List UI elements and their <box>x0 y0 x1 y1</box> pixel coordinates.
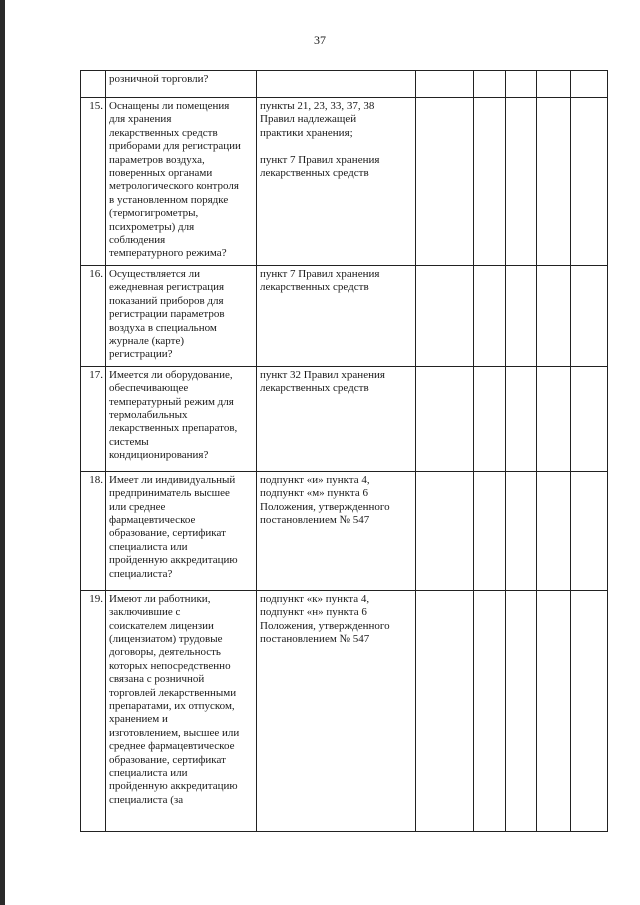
question-text: Осуществляется ли ежедневная регистрация показаний приборов для регистрации параметров воздуха в специальном журнале (карте) регистрации? <box>109 267 225 361</box>
answer-cell[interactable] <box>474 366 506 471</box>
row-number: 18. <box>81 471 106 590</box>
answer-cell[interactable] <box>537 98 571 266</box>
table-row <box>81 265 608 366</box>
answer-cell[interactable] <box>571 471 608 590</box>
answer-cell[interactable] <box>416 98 474 266</box>
reference-cell <box>257 265 416 366</box>
answer-cell[interactable] <box>537 366 571 471</box>
reference-text: подпункт «к» пункта 4, подпункт «н» пункта 6 Положения, утвержденного постановлением № 547 <box>260 592 390 645</box>
answer-cell[interactable] <box>571 71 608 98</box>
answer-cell[interactable] <box>474 71 506 98</box>
reference-cell <box>257 98 416 266</box>
answer-cell[interactable] <box>506 98 537 266</box>
reference-text: подпункт «и» пункта 4, подпункт «м» пункта 6 Положения, утвержденного постановлением № 547 <box>260 473 390 526</box>
question-cell <box>106 366 257 471</box>
answer-cell[interactable] <box>506 71 537 98</box>
reference-cell <box>257 71 416 98</box>
answer-cell[interactable] <box>416 471 474 590</box>
answer-cell[interactable] <box>506 366 537 471</box>
reference-text: пункты 21, 23, 33, 37, 38 Правил надлежащей практики хранения; пункт 7 Правил хранения лекарственных средств <box>260 100 380 180</box>
row-number: 19. <box>81 590 106 831</box>
reference-cell <box>257 590 416 831</box>
answer-cell[interactable] <box>537 471 571 590</box>
question-text: Имеется ли оборудование, обеспечивающее температурный режим для термолабильных лекарственных препаратов, системы кондиционирования? <box>109 368 238 462</box>
question-cell <box>106 590 257 831</box>
question-cell <box>106 98 257 266</box>
reference-cell <box>257 471 416 590</box>
table-row <box>81 71 608 98</box>
question-text: Имеет ли индивидуальный предприниматель высшее или среднее фармацевтическое образование, сертификат специалиста или пройденную аккредитацию специалиста? <box>109 473 238 580</box>
row-number <box>81 71 106 98</box>
answer-cell[interactable] <box>571 98 608 266</box>
answer-cell[interactable] <box>416 265 474 366</box>
reference-cell <box>257 366 416 471</box>
answer-cell[interactable] <box>474 265 506 366</box>
answer-cell[interactable] <box>537 71 571 98</box>
table-row <box>81 471 608 590</box>
answer-cell[interactable] <box>537 590 571 831</box>
table-row <box>81 590 608 831</box>
question-cell <box>106 471 257 590</box>
answer-cell[interactable] <box>571 366 608 471</box>
table-row <box>81 98 608 266</box>
page-number: 37 <box>314 33 326 47</box>
scan-edge <box>0 0 5 905</box>
answer-cell[interactable] <box>416 590 474 831</box>
question-text: Оснащены ли помещения для хранения лекарственных средств приборами для регистрации параметров воздуха, поверенных органами метрологического контроля в установленном порядке (термогигрометры, психрометры) для соблюдения температурного режима? <box>109 100 241 260</box>
answer-cell[interactable] <box>506 471 537 590</box>
row-number: 17. <box>81 366 106 471</box>
answer-cell[interactable] <box>537 265 571 366</box>
question-cell <box>106 265 257 366</box>
answer-cell[interactable] <box>474 590 506 831</box>
answer-cell[interactable] <box>506 590 537 831</box>
answer-cell[interactable] <box>571 265 608 366</box>
row-number: 16. <box>81 265 106 366</box>
question-cell <box>106 71 257 98</box>
answer-cell[interactable] <box>474 471 506 590</box>
reference-text: пункт 32 Правил хранения лекарственных средств <box>260 368 385 395</box>
answer-cell[interactable] <box>416 71 474 98</box>
question-text: Имеют ли работники, заключившие с соискателем лицензии (лицензиатом) трудовые договоры, деятельность которых непосредственно связана с розничной торговлей лекарственными препаратами, их отпуском, хранением и изготовлением, высшее или среднее фармацевтическое образование, сертификат специалиста или пройденную аккредитацию специалиста (за <box>109 592 240 806</box>
reference-text: пункт 7 Правил хранения лекарственных средств <box>260 267 380 294</box>
table-row <box>81 366 608 471</box>
answer-cell[interactable] <box>571 590 608 831</box>
answer-cell[interactable] <box>474 98 506 266</box>
answer-cell[interactable] <box>506 265 537 366</box>
row-number: 15. <box>81 98 106 266</box>
answer-cell[interactable] <box>416 366 474 471</box>
checklist-table <box>80 70 608 832</box>
question-text: розничной торговли? <box>109 73 209 85</box>
